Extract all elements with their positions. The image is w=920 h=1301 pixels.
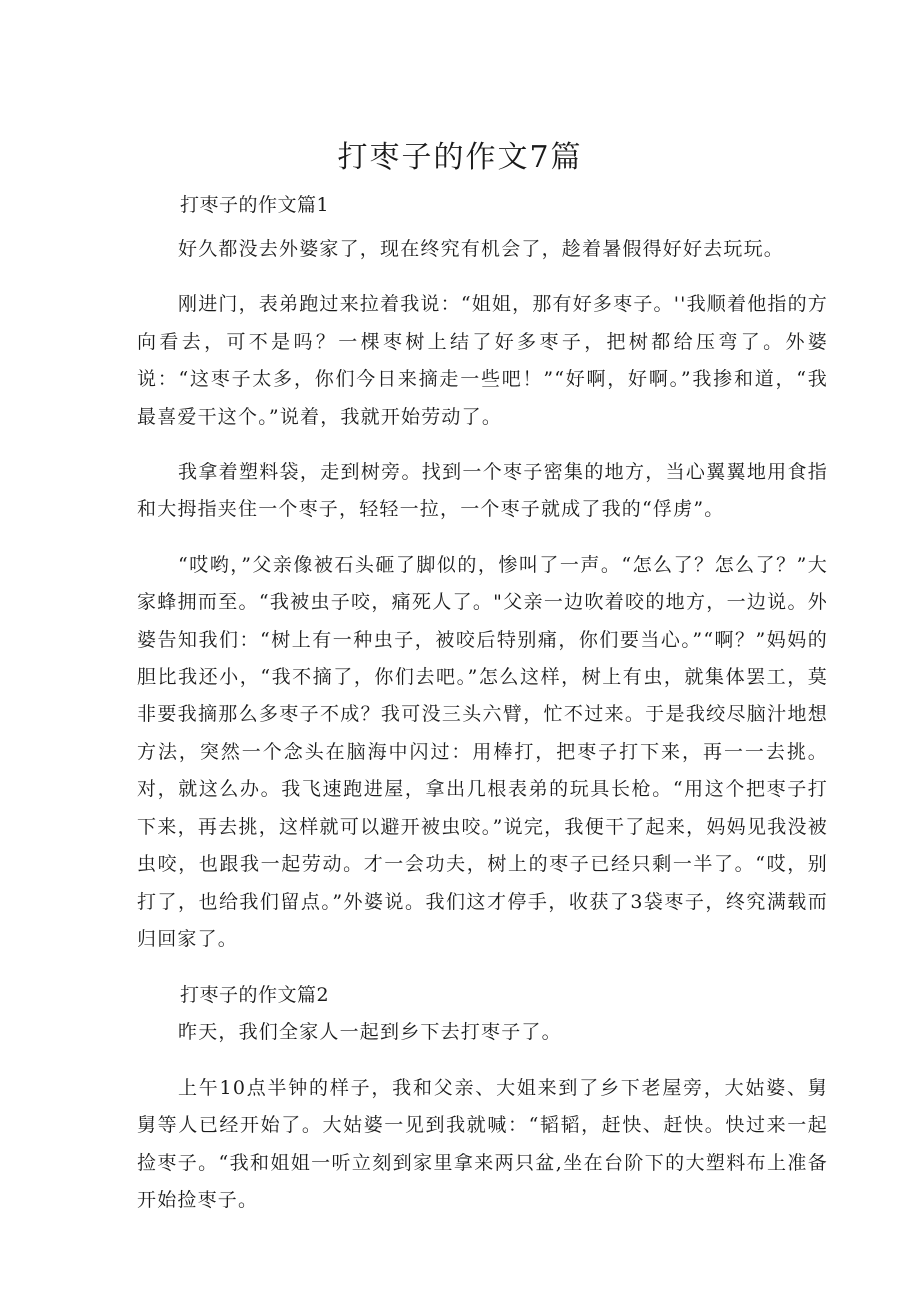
paragraph: 刚进门，表弟跑过来拉着我说：“姐姐，那有好多枣子。''我顺着他指的方向看去，可不是吗？一棵枣树上结了好多枣子，把树都给压弯了。外婆说：“这枣子太多，你们今日来摘走一些吧！”“好啊，好啊。”我掺和道，“我最喜爱干这个。”说着，我就开始劳动了。 — [137, 293, 828, 428]
paragraph: “哎哟，”父亲像被石头砸了脚似的，惨叫了一声。“怎么了？怎么了？”大家蜂拥而至。“我被虫子咬，痛死人了。"父亲一边吹着咬的地方，一边说。外婆告知我们：“树上有一种虫子，被咬后特别痛，你们要当心。”“啊？”妈妈的胆比我还小，“我不摘了，你们去吧。”怎么这样，树上有虫，就集体罢工，莫非要我摘那么多枣子不成？我可没三头六臂，忙不过来。于是我绞尽脑汁地想方法，突然一个念头在脑海中闪过：用棒打，把枣子打下来，再一一去挑。对，就这么办。我飞速跑进屋，拿出几根表弟的玩具长枪。“用这个把枣子打下来，再去挑，这样就可以避开被虫咬。”说完，我便干了起来，妈妈见我没被虫咬，也跟我一起劳动。才一会功夫，树上的枣子已经只剩一半了。“哎，别打了，也给我们留点。”外婆说。我们这才停手，收获了3袋枣子，终究满载而归回家了。 — [137, 553, 828, 950]
paragraph: 我拿着塑料袋，走到树旁。找到一个枣子密集的地方，当心翼翼地用食指和大拇指夹住一个枣子，轻轻一拉，一个枣子就成了我的“俘虏”。 — [137, 461, 828, 521]
section-heading: 打枣子的作文篇1 — [180, 194, 330, 216]
section-heading: 打枣子的作文篇2 — [180, 984, 330, 1007]
paragraph: 好久都没去外婆家了，现在终究有机会了，趁着暑假得好好去玩玩。 — [178, 238, 785, 260]
document-body — [137, 186, 828, 1219]
paragraph: 昨天，我们全家人一起到乡下去打枣子了。 — [178, 1021, 562, 1044]
paragraph: 上午10点半钟的样子，我和父亲、大姐来到了乡下老屋旁，大姑婆、舅舅等人已经开始了。大姑婆一见到我就喊：“韬韬，赶快、赶快。快过来一起捡枣子。“我和姐姐一听立刻到家里拿来两只盆,坐在台阶下的大塑料布上准备开始捡枣子。 — [137, 1076, 828, 1211]
document-title: 打枣子的作文7篇 — [337, 140, 583, 176]
